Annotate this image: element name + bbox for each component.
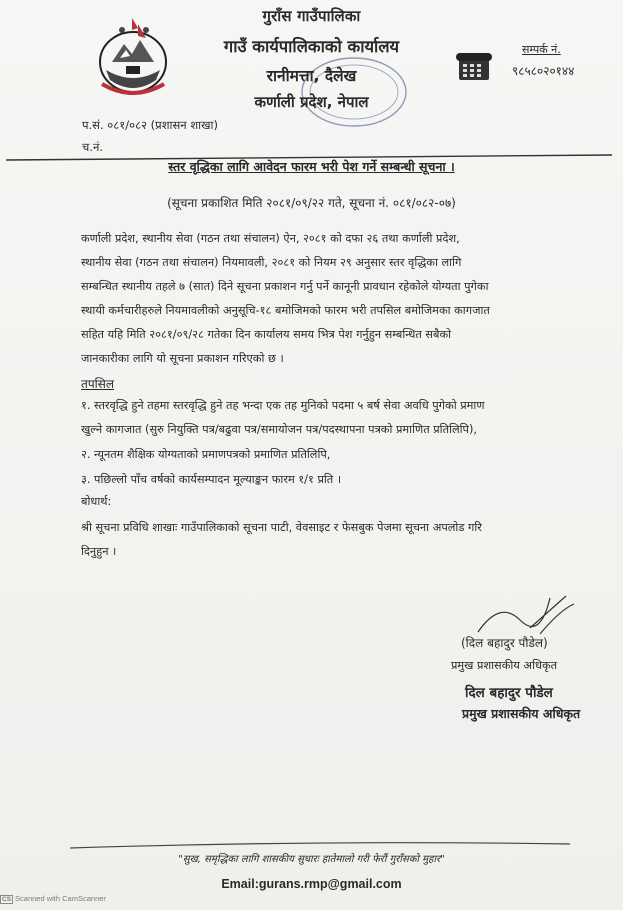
list-item: ३. पछिल्लो पाँच वर्षको कार्यसम्पादन मूल्याङ्कन फारम १/१ प्रति । bbox=[81, 473, 342, 486]
list-item: २. न्यूनतम शैक्षिक योग्यताको प्रमाणपत्रको प्रमाणित प्रतिलिपि, bbox=[81, 448, 331, 461]
body-line: कर्णाली प्रदेश, स्थानीय सेवा (गठन तथा संचालन) ऐन, २०८१ को दफा २६ तथा कर्णाली प्रदेश, bbox=[81, 232, 460, 245]
signature-stamp-title: प्रमुख प्रशासकीय अधिकृत bbox=[462, 706, 581, 721]
telephone-icon bbox=[456, 50, 492, 82]
list-item: खुल्ने कागजात (सुरु नियुक्ति पत्र/बढुवा पत्र/समायोजन पत्र/पदस्थापना पत्रको प्रमाणित प्रतिलिपि), bbox=[81, 423, 477, 436]
signatory-name: (दिल बहादुर पौडेल) bbox=[461, 636, 548, 650]
list-item: १. स्तरवृद्धि हुने तहमा स्तरवृद्धि हुने तह भन्दा एक तह मुनिको पदमा ५ बर्ष सेवा अवधि पुगेको प्रमाण bbox=[81, 399, 485, 412]
footer-divider bbox=[70, 840, 570, 850]
footer-email: Email:gurans.rmp@gmail.com bbox=[221, 877, 402, 891]
municipality-name: गुराँस गाउँपालिका bbox=[262, 7, 361, 25]
body-line: स्थायी कर्मचारीहरुले नियमावलीको अनुसूचि-१८ बमोजिमको फारम भरी तपसिल बमोजिमका कागजात bbox=[81, 304, 490, 317]
body-line: जानकारीका लागि यो सूचना प्रकाशन गरिएको छ । bbox=[81, 352, 284, 365]
body-line: स्थानीय सेवा (गठन तथा संचालन) नियमावली, २०८१ को नियम २९ अनुसार स्तर वृद्धिका लागि bbox=[81, 256, 462, 269]
publication-details: (सूचना प्रकाशित मिति २०८१/०९/२२ गते, सूचना नं. ०८१/०८२-०७) bbox=[167, 196, 456, 210]
bodharth-line: दिनुहुन । bbox=[81, 545, 117, 558]
body-line: सम्बन्धित स्थानीय तहले ७ (सात) दिने सूचना प्रकाशन गर्नु पर्ने कानूनी प्रावधान रहेकोले योग्यता पुगेका bbox=[81, 280, 489, 293]
signatory-title: प्रमुख प्रशासकीय अधिकृत bbox=[451, 659, 558, 672]
body-line: सहित यहि मिति २०८१/०९/२८ गतेका दिन कार्यालय समय भित्र पेश गर्नुहुन सम्बन्धित सबैको bbox=[81, 328, 452, 341]
contact-label: सम्पर्क नं. bbox=[522, 43, 561, 56]
tapsil-heading: तपसिल bbox=[81, 377, 115, 391]
bodharth-line: श्री सूचना प्रविधि शाखाः गाउँपालिकाको सूचना पाटी, वेवसाइट र फेसबुक पेजमा सूचना अपलोड गरि bbox=[81, 521, 482, 534]
office-location: रानीमत्ता, दैलेख bbox=[266, 67, 357, 85]
office-name: गाउँ कार्यपालिकाको कार्यालय bbox=[223, 37, 400, 56]
bodharth-heading: बोधार्थ: bbox=[81, 495, 112, 508]
dispatch-number: च.नं. bbox=[82, 140, 103, 154]
contact-number: ९८५८०२०१४४ bbox=[512, 64, 575, 78]
signature-stamp-name: दिल बहादुर पौडेल bbox=[465, 685, 553, 701]
handwritten-signature bbox=[470, 590, 580, 640]
office-province: कर्णाली प्रदेश, नेपाल bbox=[254, 93, 369, 111]
letter-reference-number: प.सं. ०८१/०८२ (प्रशासन शाखा) bbox=[82, 118, 218, 132]
scanner-watermark: CS Scanned with CamScanner bbox=[2, 894, 106, 903]
footer-motto: "सुख, समृद्धिका लागि शासकीय सुधारः हातेमालो गरी फेरौं गुराँसको मुहार" bbox=[178, 854, 445, 865]
camscanner-icon: CS bbox=[2, 896, 12, 903]
notice-title: स्तर वृद्धिका लागि आवेदन फारम भरी पेश गर्ने सम्बन्धी सूचना । bbox=[168, 159, 455, 174]
nepal-emblem-icon bbox=[92, 14, 174, 104]
